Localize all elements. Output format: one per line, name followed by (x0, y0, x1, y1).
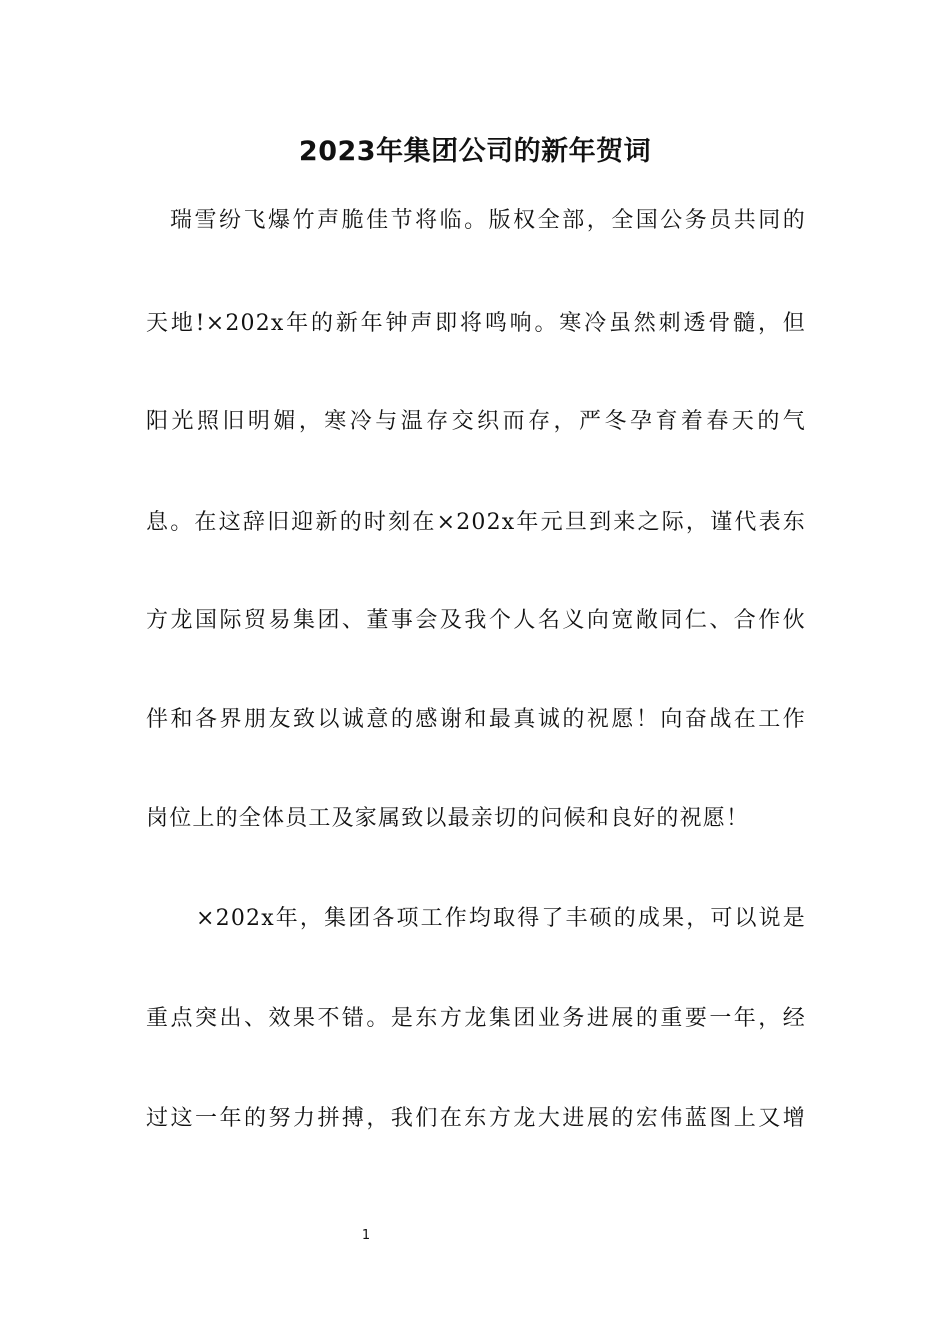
paragraph-line: 阳光照旧明媚，寒冷与温存交织而存，严冬孕育着春天的气 (146, 409, 806, 434)
paragraph-line: 瑞雪纷飞爆竹声脆佳节将临。版权全部，全国公务员共同的 (170, 208, 806, 233)
paragraph-line: 重点突出、效果不错。是东方龙集团业务进展的重要一年，经 (146, 1006, 806, 1031)
document-title: 2023年集团公司的新年贺词 (298, 136, 652, 167)
page-number: 1 (361, 1228, 371, 1243)
paragraph-line: 伴和各界朋友致以诚意的感谢和最真诚的祝愿！向奋战在工作 (146, 707, 806, 732)
paragraph-line: 方龙国际贸易集团、董事会及我个人名义向宽敞同仁、合作伙 (146, 608, 806, 633)
paragraph-line: 息。在这辞旧迎新的时刻在×202x年元旦到来之际，谨代表东 (146, 510, 806, 535)
paragraph-line: 岗位上的全体员工及家属致以最亲切的问候和良好的祝愿！ (146, 806, 750, 831)
paragraph-line: ×202x年，集团各项工作均取得了丰硕的成果，可以说是 (196, 906, 806, 931)
paragraph-line: 过这一年的努力拼搏，我们在东方龙大进展的宏伟蓝图上又增 (146, 1106, 806, 1131)
paragraph-line: 天地!×202x年的新年钟声即将鸣响。寒冷虽然刺透骨髓，但 (146, 311, 806, 336)
